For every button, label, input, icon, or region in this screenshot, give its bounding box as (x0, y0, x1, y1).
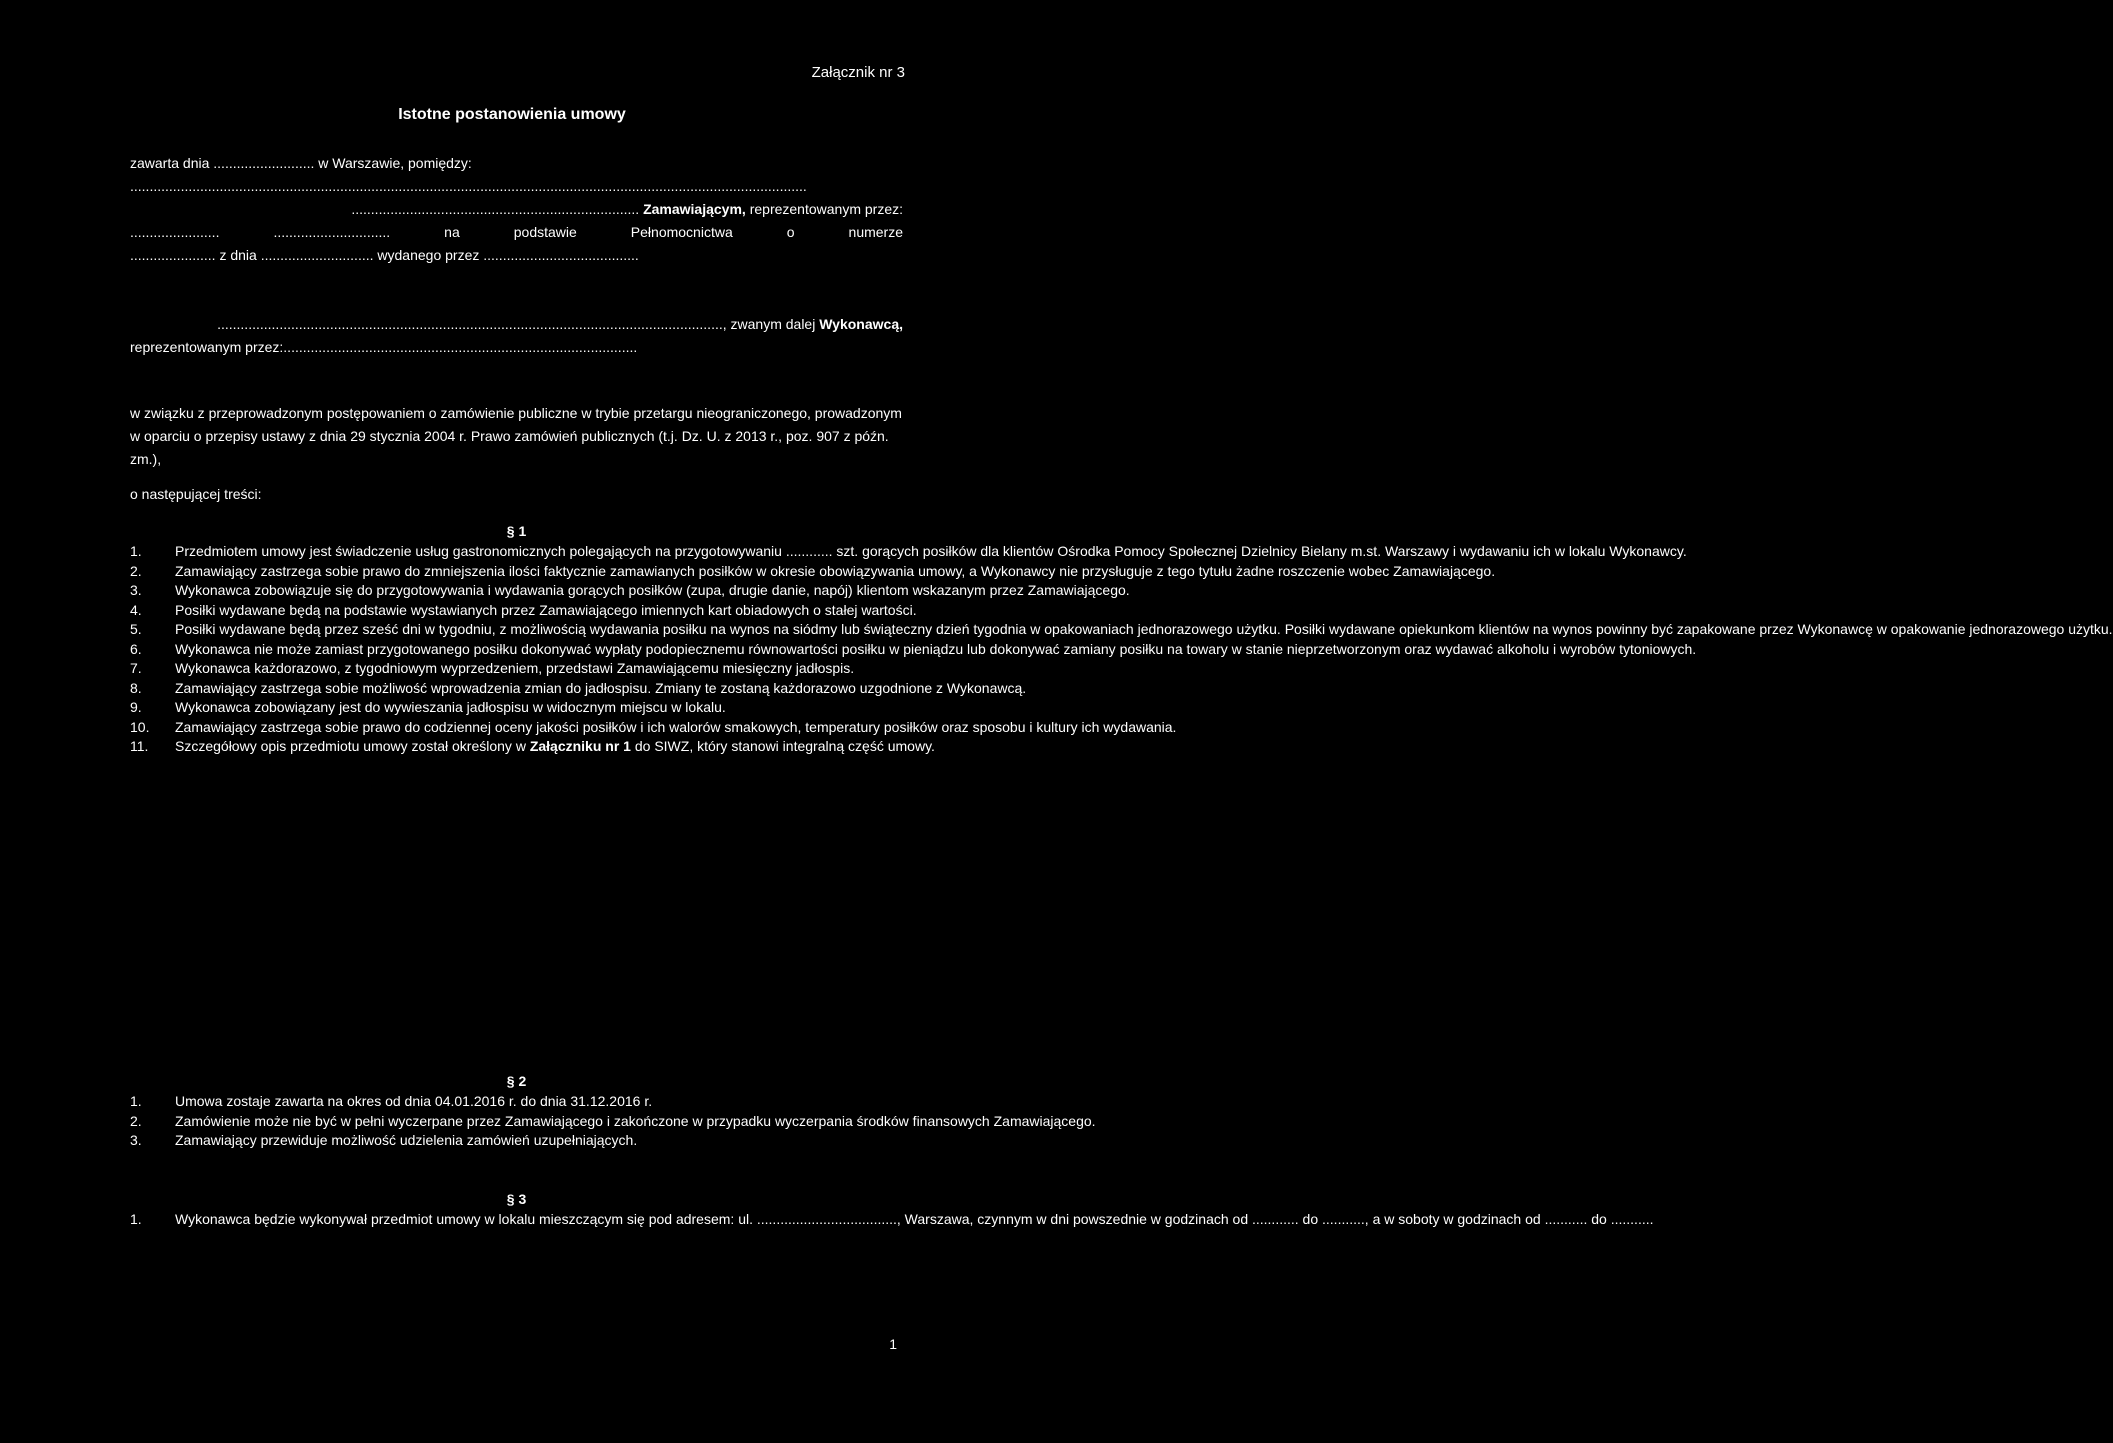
item-text-a: Szczegółowy opis przedmiotu umowy został określony w (175, 738, 530, 754)
item-number: 6. (130, 640, 142, 657)
spacer (130, 267, 903, 313)
list-item (130, 542, 1687, 562)
item-text: Zamawiający zastrzega sobie możliwość wprowadzenia zmian do jadłospisu. Zmiany te zostaną każdorazowo uzgodnione z Wykonawcą. (175, 679, 1027, 696)
list-item (130, 718, 1177, 738)
item-text: Wykonawca zobowiązuje się do przygotowywania i wydawania gorących posiłków (zupa, drugie danie, napój) klientom wskazanym przez Zamawiającego. (175, 582, 1130, 598)
item-number: 1. (130, 543, 142, 559)
page-number: 1 (889, 1336, 897, 1352)
item-number: 9. (130, 699, 142, 715)
basis-word: o (786, 224, 795, 240)
item-number: 10. (130, 718, 150, 735)
item-number: 1. (130, 1211, 142, 1227)
intro-text: o następującej treści: (130, 486, 262, 502)
contract-date-line: zawarta dnia .......................... w Warszawie, pomiędzy: (130, 155, 472, 171)
item-number: 3. (130, 1132, 142, 1148)
basis-word: Pełnomocnictwa (630, 224, 733, 240)
item-number: 2. (130, 1112, 142, 1129)
section-2 (130, 1070, 1096, 1151)
party2-role: Wykonawcą, (819, 316, 903, 332)
list-item (130, 1092, 903, 1112)
contract-parties (130, 152, 903, 359)
item-text-b: do SIWZ, który stanowi integralną część umowy. (630, 738, 935, 754)
party2-named-label: , zwanym dalej (722, 316, 816, 332)
item-text: Posiłki wydawane będą przez sześć dni w tygodniu, z możliwością wydawania posiłku na wynos na siódmy lub świąteczny dzień tygodnia w opakowaniach jednorazowego użytku. Posiłki wydawane opiekunkom klientów na wynos powinny być zapakowane przez Wykonawcę w opakowanie jednorazowego użytku. (175, 621, 2113, 637)
party2-rep-line: reprezentowanym przez:........................................................................................... (130, 339, 638, 355)
list-item (130, 698, 903, 718)
item-number: 4. (130, 601, 142, 618)
party1-rep-label: reprezentowanym przez: (749, 201, 903, 217)
basis-word: ....................... (130, 224, 220, 240)
item-number: 2. (130, 562, 142, 579)
section-1-heading: § 1 (506, 523, 527, 539)
item-text: Zamówienie może nie być w pełni wyczerpane przez Zamawiającego i zakończone w przypadku wyczerpania środków finansowych Zamawiającego. (175, 1112, 1096, 1129)
item-text: Umowa zostaje zawarta na okres od dnia 04.01.2016 r. do dnia 31.12.2016 r. (175, 1093, 653, 1109)
party1-date-line: ...................... z dnia ............................. wydanego przez ........................................ (130, 247, 639, 263)
list-item (130, 562, 1496, 582)
item-number: 1. (130, 1093, 142, 1109)
document-title: Istotne postanowienia umowy (398, 106, 626, 123)
item-text: Wykonawca zobowiązany jest do wywieszania jadłospisu w widocznym miejscu w lokalu. (175, 699, 726, 715)
list-item (130, 640, 1697, 660)
basis-word: na (444, 224, 460, 240)
list-item (130, 1112, 1096, 1132)
party1-dots-line: .............................................................................................................................................................................. (130, 178, 807, 194)
item-number: 8. (130, 679, 142, 696)
party1-basis-line (130, 221, 903, 244)
section-3-list (130, 1210, 1654, 1230)
basis-word: .............................. (273, 224, 391, 240)
list-item (130, 620, 2113, 640)
section-1-list (130, 542, 2113, 757)
list-item (130, 1131, 903, 1151)
section-1 (130, 520, 2113, 757)
section-3 (130, 1188, 1654, 1230)
item-text: Wykonawca nie może zamiast przygotowanego posiłku dokonywać wypłaty podopiecznemu równowartości posiłku w pieniądzu lub dokonywać zamiany posiłku na towary w stanie nieprzetworzonym oraz wydawać alkoholu i wyrobów tytoniowych. (175, 640, 1697, 657)
party1-role: Zamawiającym, (643, 201, 746, 217)
item-text: Zamawiający zastrzega sobie prawo do zmniejszenia ilości faktycznie zamawianych posiłków w okresie obowiązywania umowy, a Wykonawcy nie przysługuje z tego tytułu żadne roszczenie wobec Zamawiającego. (175, 562, 1496, 579)
item-text: Posiłki wydawane będą na podstawie wystawianych przez Zamawiającego imiennych kart obiadowych o stałej wartości. (175, 601, 917, 618)
item-text: Zamawiający przewiduje możliwość udzielenia zamówień uzupełniających. (175, 1132, 638, 1148)
item-text: Wykonawca każdorazowo, z tygodniowym wyprzedzeniem, przedstawi Zamawiającemu miesięczny jadłospis. (175, 660, 855, 676)
item-text: Przedmiotem umowy jest świadczenie usług gastronomicznych polegających na przygotowywaniu ............ szt. gorących posiłków dla klientów Ośrodka Pomocy Społecznej Dzielnicy Bielany m.st. Warszawy i wydawaniu ich w lokalu Wykonawcy. (175, 543, 1687, 559)
item-text: Zamawiający zastrzega sobie prawo do codziennej oceny jakości posiłków i ich walorów smakowych, temperatury posiłków oraz sposobu i kultury ich wydawania. (175, 718, 1177, 735)
item-number: 5. (130, 621, 142, 637)
list-item (130, 737, 935, 757)
item-number: 11. (130, 738, 149, 754)
legal-basis-paragraph: w związku z przeprowadzonym postępowaniem o zamówienie publiczne w trybie przetargu nieograniczonego, prowadzonym w oparciu o przepisy ustawy z dnia 29 stycznia 2004 r. Prawo zamówień publicznych (t.j. Dz. U. z 2013 r., poz. 907 z późn. zm.), (130, 405, 902, 467)
list-item (130, 601, 917, 621)
party1-role-line (130, 198, 903, 221)
party2-prefix-dots: .................................................................................................................................. (217, 316, 723, 332)
item-text: Wykonawca będzie wykonywał przedmiot umowy w lokalu mieszczącym się pod adresem: ul. ...................................., Warszawa, czynnym w dni powszednie w godzinach od ............ do ..........., a w soboty w godzinach od ........... do ........... (175, 1211, 1654, 1227)
basis-word: numerze (848, 224, 903, 240)
list-item (130, 1210, 1654, 1230)
section-2-list (130, 1092, 1096, 1151)
party2-role-line (130, 313, 903, 336)
basis-word: podstawie (513, 224, 577, 240)
section-3-heading: § 3 (506, 1191, 527, 1207)
list-item (130, 659, 903, 679)
annex-reference: Załączniku nr 1 (529, 738, 631, 754)
party1-prefix-dots: .......................................................................... (351, 201, 640, 217)
item-number: 7. (130, 660, 142, 676)
annex-label: Załącznik nr 3 (811, 64, 905, 81)
item-number: 3. (130, 582, 142, 598)
list-item (130, 679, 1027, 699)
list-item (130, 581, 1130, 601)
section-2-heading: § 2 (506, 1073, 527, 1089)
